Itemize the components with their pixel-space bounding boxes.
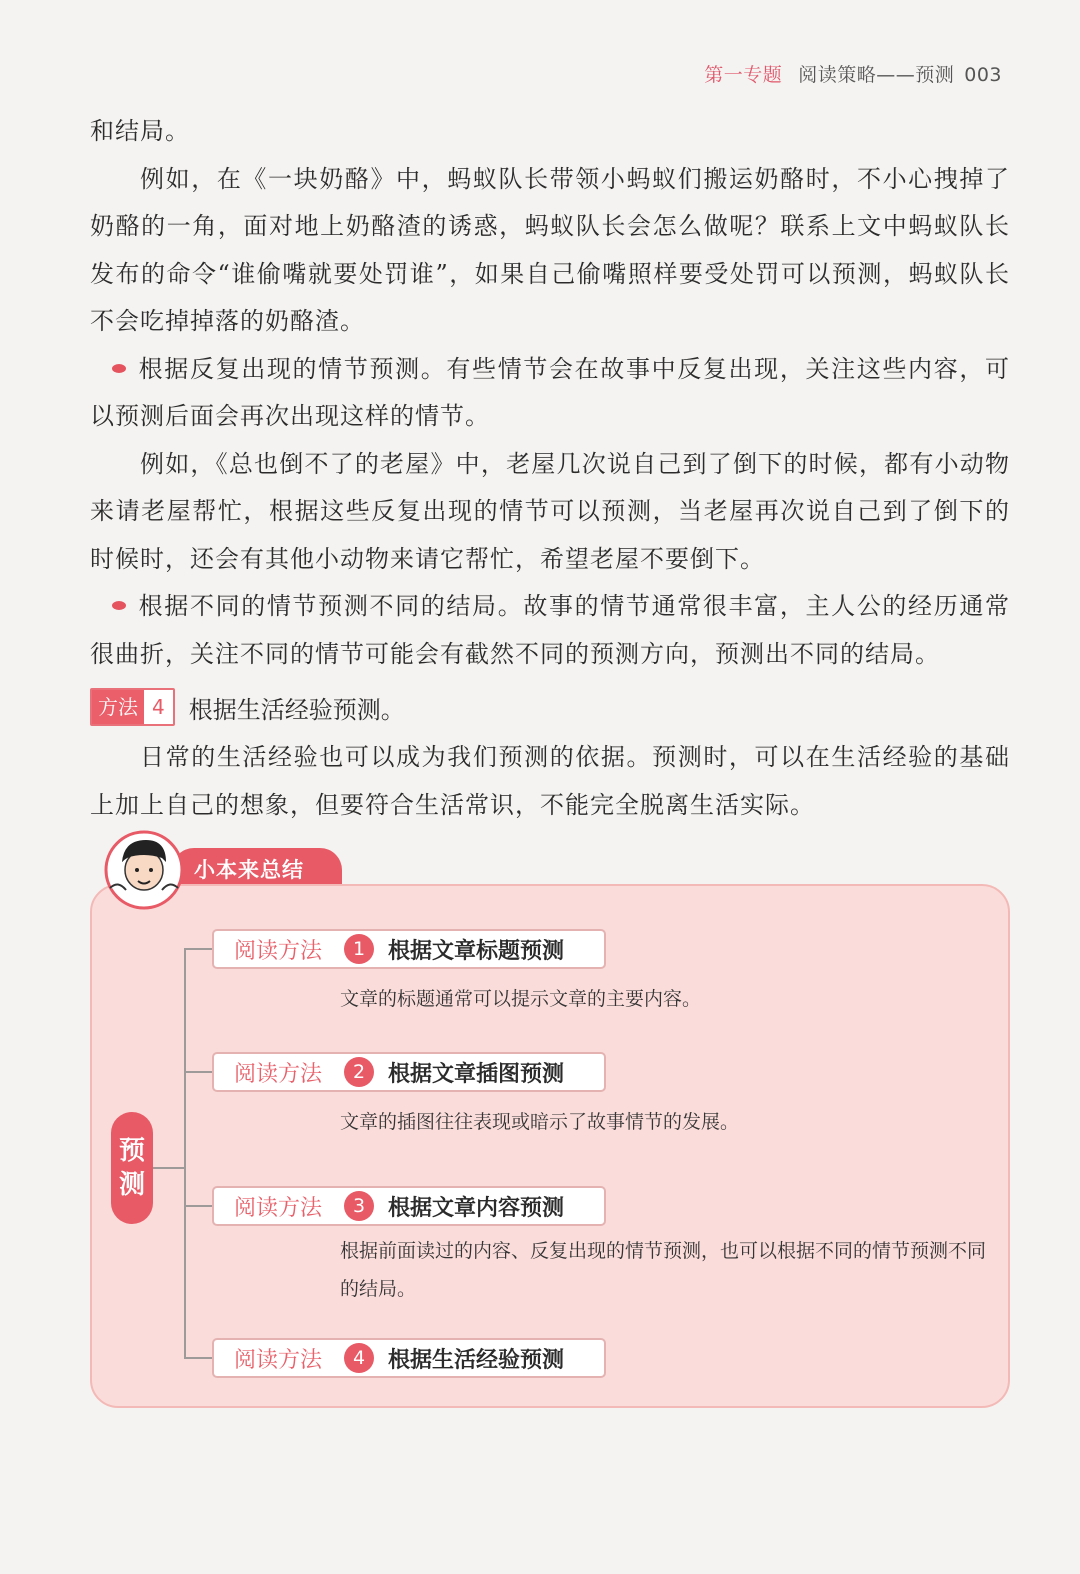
example-paragraph: 例如，在《一块奶酪》中，蚂蚁队长带领小蚂蚁们搬运奶酪时，不小心拽掉了奶酪的一角，面对地上奶酪渣的诱惑，蚂蚁队长会怎么做呢？联系上文中蚂蚁队长发布的命令“谁偷嘴就要处罚谁”，如果自己偷嘴照样要受处罚可以预测，蚂蚁队长不会吃掉掉落的奶酪渣。 <box>90 164 1010 335</box>
method-label: 阅读方法 <box>234 1347 323 1373</box>
chapter-title: 阅读策略——预测 <box>798 64 955 86</box>
body-text <box>90 108 1010 829</box>
bullet-icon <box>112 364 126 373</box>
tree-connector <box>153 1167 185 1169</box>
method-description: 文章的标题通常可以提示文章的主要内容。 <box>340 988 702 1010</box>
bullet-paragraph <box>90 346 1010 441</box>
method-box-2 <box>212 1052 606 1092</box>
root-label-predict <box>111 1112 153 1224</box>
example-paragraph: 例如，《总也倒不了的老屋》中，老屋几次说自己到了倒下的时候，都有小动物来请老屋帮忙，根据这些反复出现的情节可以预测，当老屋再次说自己到了倒下的时候时，还会有其他小动物来请它帮忙，希望老屋不要倒下。 <box>90 449 1010 573</box>
tree-branch <box>184 1357 214 1359</box>
method-title: 根据生活经验预测 <box>388 1347 565 1373</box>
tree-branch <box>184 1071 214 1073</box>
method-title: 根据生活经验预测。 <box>188 695 405 724</box>
summary-tab-label: 小本来总结 <box>194 858 304 882</box>
running-head <box>704 60 1002 87</box>
root-label-char: 测 <box>118 1170 145 1200</box>
method-tag-number: 4 <box>144 690 173 724</box>
method-heading <box>90 682 1010 732</box>
tree-branch <box>184 1205 214 1207</box>
flame-number-icon: 3 <box>344 1191 374 1221</box>
bullet-text: 根据不同的情节预测不同的结局。故事的情节通常很丰富，主人公的经历通常很曲折，关注不同的情节可能会有截然不同的预测方向，预测出不同的结局。 <box>90 592 1010 668</box>
flame-number-icon: 1 <box>344 934 374 964</box>
method-label: 阅读方法 <box>234 1195 323 1221</box>
bullet-paragraph <box>90 583 1010 678</box>
method-box-1 <box>212 929 606 969</box>
method-title: 根据文章内容预测 <box>388 1195 565 1221</box>
method-box-4 <box>212 1338 606 1378</box>
method-tag <box>90 688 175 726</box>
method-box-3 <box>212 1186 606 1226</box>
page-number: 003 <box>964 64 1002 86</box>
method-tag-word: 方法 <box>92 690 144 724</box>
bullet-text: 根据反复出现的情节预测。有些情节会在故事中反复出现，关注这些内容，可以预测后面会再次出现这样的情节。 <box>90 354 1010 430</box>
method-description: 根据前面读过的内容、反复出现的情节预测，也可以根据不同的情节预测不同的结局。 <box>340 1240 987 1300</box>
paragraph: 和结局。 <box>90 117 190 145</box>
root-label-char: 预 <box>118 1136 145 1166</box>
method-title: 根据文章标题预测 <box>388 938 565 964</box>
bullet-icon <box>112 601 126 610</box>
flame-number-icon: 2 <box>344 1057 374 1087</box>
paragraph: 日常的生活经验也可以成为我们预测的依据。预测时，可以在生活经验的基础上加上自己的想象，但要符合生活常识，不能完全脱离生活实际。 <box>90 743 1010 819</box>
flame-number-icon: 4 <box>344 1343 374 1373</box>
cartoon-avatar-icon <box>100 828 188 910</box>
tree-trunk <box>184 948 186 1358</box>
section-label: 第一专题 <box>704 64 783 86</box>
method-title: 根据文章插图预测 <box>388 1061 565 1087</box>
method-description: 文章的插图往往表现或暗示了故事情节的发展。 <box>340 1111 740 1133</box>
method-label: 阅读方法 <box>234 1061 323 1087</box>
method-label: 阅读方法 <box>234 938 323 964</box>
tree-branch <box>184 948 214 950</box>
